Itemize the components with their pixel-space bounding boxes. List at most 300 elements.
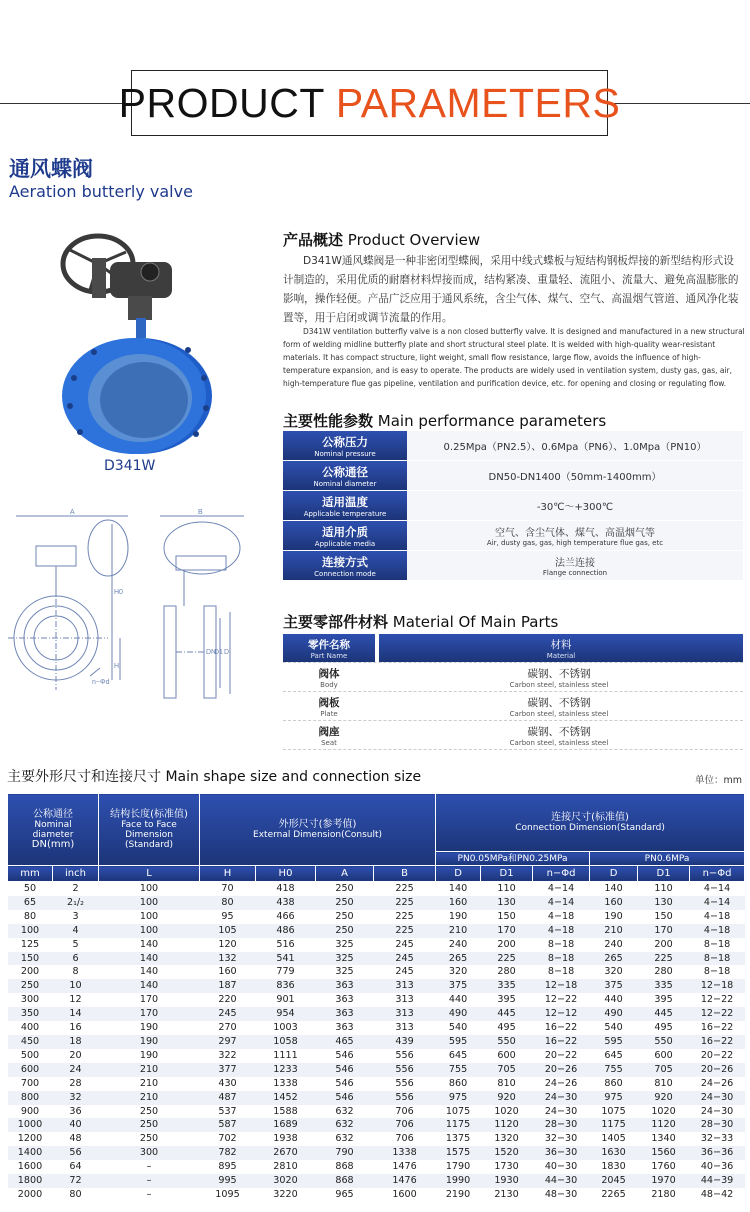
column-header: A	[316, 866, 374, 882]
table-cell: 150	[654, 910, 673, 922]
table-cell: 645	[448, 1049, 468, 1061]
performance-heading-en: Main performance parameters	[377, 412, 607, 430]
table-cell: 2670	[256, 1146, 316, 1160]
mat-head-key-cn: 零件名称	[308, 638, 350, 651]
table-cell: 140	[139, 938, 159, 950]
table-cell: 80	[200, 896, 256, 910]
table-cell: 32−33	[700, 1133, 734, 1145]
col-header-dn-en2: diameter	[32, 829, 74, 840]
table-cell: 550	[638, 1035, 690, 1049]
column-header: H0	[256, 866, 316, 882]
perf-value: DN50-DN1400（50mm-1400mm）	[488, 472, 662, 483]
column-header: L	[99, 866, 200, 882]
table-cell: 170	[139, 994, 159, 1006]
column-header: mm	[8, 866, 53, 882]
materials-row	[283, 692, 743, 721]
table-cell: 1320	[494, 1133, 519, 1145]
table-cell: 24−30	[533, 1091, 590, 1105]
table-cell: 140	[99, 979, 200, 993]
table-cell: 48	[69, 1133, 82, 1145]
table-cell: 8−18	[547, 938, 575, 950]
table-cell: 28−30	[690, 1118, 745, 1132]
column-header: n−Φd	[533, 866, 590, 882]
table-cell: 516	[276, 938, 295, 950]
table-cell: 395	[654, 994, 673, 1006]
column-header: H	[200, 866, 256, 882]
table-cell: 1970	[638, 1174, 690, 1188]
table-cell: 40−36	[700, 1161, 734, 1173]
column-header: D1	[638, 866, 690, 882]
mat-head-value-en: Material	[546, 651, 576, 660]
table-cell: 400	[20, 1022, 40, 1034]
table-cell: 24−26	[700, 1077, 734, 1089]
table-row	[8, 896, 745, 910]
overview-text-cn: D341W通风蝶阀是一种非密闭型蝶阀，采用中线式蝶板与短结构钢板焊接的新型结构形式设计制造的，采用优质的耐磨材料焊接而成，结构紧凑、重量轻、流阻小、流量大、避免高温膨胀的影响，操作轻便。产品广泛应用于通风系统，含尘气体、煤气、空气、高温烟气管道、通风净化装置等，用于启闭或调节流量的作用。	[283, 255, 739, 324]
table-cell: 313	[374, 979, 436, 993]
table-cell: 2045	[590, 1174, 638, 1188]
table-cell: 8−18	[533, 952, 590, 966]
table-cell: 541	[256, 952, 316, 966]
table-row	[8, 1077, 745, 1091]
gearbox-icon	[110, 262, 172, 338]
table-cell: 36−36	[690, 1146, 745, 1160]
table-cell: 170	[638, 924, 690, 938]
col-header-l-cn: 结构长度(标准值)	[110, 808, 188, 820]
header-word-parameters: PARAMETERS	[335, 79, 621, 126]
table-cell: 160	[218, 966, 237, 978]
table-cell: 363	[335, 994, 354, 1006]
side-view-icon	[160, 509, 244, 698]
table-cell: 16−22	[533, 1035, 590, 1049]
table-cell: 1075	[601, 1105, 626, 1117]
table-cell: 170	[99, 1007, 200, 1021]
table-cell: 920	[481, 1091, 533, 1105]
table-cell: 240	[448, 938, 468, 950]
table-cell: 1175	[436, 1118, 481, 1132]
column-header: B	[374, 866, 436, 882]
table-cell: 487	[200, 1091, 256, 1105]
table-cell: 1520	[481, 1146, 533, 1160]
performance-table	[283, 431, 743, 581]
table-cell: 250	[335, 910, 354, 922]
table-cell: 28−30	[533, 1118, 590, 1132]
table-cell: 1058	[256, 1035, 316, 1049]
table-cell: 705	[638, 1063, 690, 1077]
dimensions-body	[8, 882, 745, 1202]
table-row	[8, 1146, 745, 1160]
table-cell: 32	[53, 1091, 99, 1105]
col-header-l-en3: (Standard)	[125, 839, 173, 850]
table-cell: 36	[69, 1105, 82, 1117]
table-row	[8, 924, 745, 938]
dim-label-h: H	[114, 663, 120, 670]
table-cell: 210	[590, 924, 638, 938]
table-cell: 2190	[445, 1188, 471, 1200]
mat-material-en: Carbon steel, stainless steel	[509, 738, 609, 747]
table-cell: 325	[335, 966, 354, 978]
table-cell: 1375	[445, 1133, 471, 1145]
table-cell: 210	[99, 1063, 200, 1077]
table-cell: 12−12	[533, 1007, 590, 1021]
col-header-dn-cn: 公称通径	[33, 808, 73, 820]
table-cell: 16−22	[690, 1035, 745, 1049]
table-cell: 439	[374, 1035, 436, 1049]
table-cell: 540	[604, 1022, 623, 1034]
table-cell: 20−26	[690, 1063, 745, 1077]
table-cell: 190	[139, 1049, 159, 1061]
table-cell: 150	[8, 952, 53, 966]
table-cell: 110	[654, 883, 673, 894]
table-cell: 418	[276, 883, 295, 894]
overview-heading-en: Product Overview	[347, 231, 481, 249]
table-cell: 490	[590, 1007, 638, 1021]
perf-key-en: Nominal pressure	[314, 449, 376, 458]
table-cell: 495	[497, 1022, 516, 1034]
table-cell: 8−18	[547, 966, 575, 978]
table-cell: 24−26	[544, 1077, 578, 1089]
table-cell: 132	[200, 952, 256, 966]
table-cell: 466	[276, 910, 295, 922]
product-title-en: Aeration butterly valve	[9, 182, 193, 201]
table-cell: 24	[53, 1063, 99, 1077]
table-cell: 70	[221, 883, 234, 894]
table-row	[8, 993, 745, 1007]
table-cell: 16−22	[700, 1022, 734, 1034]
header-rule-right	[608, 103, 750, 104]
table-cell: 1630	[590, 1146, 638, 1160]
table-cell: 860	[448, 1077, 468, 1089]
table-cell: 20−22	[544, 1049, 578, 1061]
table-cell: 1689	[256, 1118, 316, 1132]
table-cell: 120	[218, 938, 237, 950]
perf-value-en: Air, dusty gas, gas, high temperature flue gas, etc	[486, 539, 664, 547]
mat-part-cn: 阀座	[318, 725, 340, 738]
table-cell: 100	[99, 896, 200, 910]
table-cell: 901	[276, 994, 295, 1006]
table-cell: 100	[139, 883, 159, 894]
valve-body-icon	[62, 338, 212, 454]
table-cell: 80	[69, 1188, 82, 1200]
table-cell: 18	[53, 1035, 99, 1049]
table-cell: 250	[316, 896, 374, 910]
table-cell: 632	[335, 1133, 354, 1145]
table-cell: 1760	[651, 1161, 676, 1173]
table-cell: 110	[497, 883, 516, 894]
table-cell: 12	[69, 994, 82, 1006]
table-row	[8, 1021, 745, 1035]
dim-label-a: A	[70, 509, 75, 516]
col-header-connection-cn: 连接尺寸(标准值)	[551, 811, 629, 823]
table-cell: 300	[99, 1146, 200, 1160]
table-cell: 440	[448, 994, 468, 1006]
table-cell: 335	[638, 979, 690, 993]
table-cell: 375	[436, 979, 481, 993]
table-cell: 3220	[273, 1188, 298, 1200]
table-row	[8, 979, 745, 993]
materials-header-row	[283, 634, 743, 663]
table-cell: 12−18	[690, 979, 745, 993]
table-row	[8, 1188, 745, 1202]
table-cell: 600	[654, 1049, 673, 1061]
table-cell: 3020	[256, 1174, 316, 1188]
table-cell: 187	[200, 979, 256, 993]
table-cell: 1476	[374, 1174, 436, 1188]
table-cell: 14	[53, 1007, 99, 1021]
dimensions-heading-cn: 主要外形尺寸和连接尺寸	[7, 769, 161, 785]
table-cell: 225	[374, 896, 436, 910]
table-cell: 4−14	[690, 896, 745, 910]
table-cell: 240	[604, 938, 623, 950]
col-header-pn1: PN0.05MPa和PN0.25MPa	[436, 852, 590, 866]
table-cell: 20−26	[533, 1063, 590, 1077]
table-cell: 440	[604, 994, 623, 1006]
table-cell: 706	[374, 1118, 436, 1132]
table-cell: 486	[256, 924, 316, 938]
table-cell: 320	[604, 966, 623, 978]
dim-label-dn: DN	[206, 649, 217, 656]
perf-key-en: Applicable temperature	[303, 509, 387, 518]
col-header-external	[200, 794, 436, 866]
table-cell: 1175	[590, 1118, 638, 1132]
table-cell: 280	[654, 966, 673, 978]
table-cell: 4−14	[533, 896, 590, 910]
table-cell: 130	[481, 896, 533, 910]
table-cell: 12−22	[700, 994, 734, 1006]
table-cell: 8−18	[703, 938, 731, 950]
perf-key-en: Applicable media	[314, 539, 376, 548]
col-header-connection	[436, 794, 745, 852]
mat-part-en: Plate	[320, 709, 338, 718]
table-cell: 377	[200, 1063, 256, 1077]
column-header: n−Φd	[690, 866, 745, 882]
table-cell: 1000	[8, 1118, 53, 1132]
table-cell: 1560	[638, 1146, 690, 1160]
table-cell: 100	[8, 924, 53, 938]
table-cell: 190	[604, 910, 623, 922]
table-cell: 105	[200, 924, 256, 938]
table-cell: 210	[99, 1091, 200, 1105]
table-cell: 465	[316, 1035, 374, 1049]
mat-material-en: Carbon steel, stainless steel	[509, 680, 609, 689]
table-cell: 1476	[392, 1161, 417, 1173]
table-cell: 200	[654, 938, 673, 950]
table-cell: 490	[436, 1007, 481, 1021]
table-cell: 80	[23, 910, 37, 922]
table-cell: 245	[395, 966, 414, 978]
table-cell: 546	[335, 1077, 354, 1089]
table-cell: 600	[497, 1049, 516, 1061]
table-cell: 250	[335, 883, 354, 894]
table-cell: 1200	[17, 1133, 43, 1145]
table-cell: 8−18	[703, 966, 731, 978]
table-cell: 225	[374, 924, 436, 938]
table-cell: 225	[638, 952, 690, 966]
header-word-product: PRODUCT	[118, 79, 325, 126]
table-cell: 280	[497, 966, 516, 978]
table-cell: 546	[316, 1063, 374, 1077]
table-cell: 140	[604, 883, 623, 894]
materials-table	[283, 634, 743, 750]
table-cell: 1340	[651, 1133, 676, 1145]
column-header-row	[8, 866, 745, 882]
table-cell: 36−30	[533, 1146, 590, 1160]
table-cell: 2130	[494, 1188, 519, 1200]
mat-part-en: Seat	[321, 738, 337, 747]
table-cell: 1338	[273, 1077, 298, 1089]
table-cell: 755	[590, 1063, 638, 1077]
mat-material-cn: 碳钢、不锈钢	[527, 725, 591, 738]
table-cell: 954	[256, 1007, 316, 1021]
column-header: D	[436, 866, 481, 882]
table-cell: 100	[139, 910, 159, 922]
table-cell: 125	[20, 938, 40, 950]
column-header: D	[590, 866, 638, 882]
table-cell: 245	[374, 952, 436, 966]
table-cell: 800	[8, 1091, 53, 1105]
table-cell: 250	[99, 1118, 200, 1132]
col-header-connection-en: Connection Dimension(Standard)	[515, 822, 665, 833]
table-cell: 1003	[273, 1022, 298, 1034]
materials-heading-en: Material Of Main Parts	[392, 613, 559, 631]
table-cell: 1800	[8, 1174, 53, 1188]
table-cell: 868	[335, 1161, 354, 1173]
table-cell: 313	[395, 994, 414, 1006]
table-cell: 645	[604, 1049, 623, 1061]
col-header-l-en1: Face to Face	[121, 819, 177, 830]
dim-label-h0: H0	[114, 589, 123, 596]
mat-material-cn: 碳钢、不锈钢	[527, 696, 591, 709]
table-cell: 40	[53, 1118, 99, 1132]
table-cell: 3	[72, 910, 79, 922]
table-cell: 965	[335, 1188, 354, 1200]
dimension-drawing	[8, 508, 268, 708]
table-cell: 24−30	[544, 1105, 578, 1117]
table-cell: 4−18	[690, 924, 745, 938]
product-model: D341W	[104, 458, 156, 474]
table-cell: 48−42	[700, 1188, 734, 1200]
table-cell: 72	[53, 1174, 99, 1188]
table-cell: 900	[20, 1105, 40, 1117]
table-cell: 430	[218, 1077, 237, 1089]
table-cell: 40−30	[544, 1161, 578, 1173]
table-cell: 325	[316, 952, 374, 966]
perf-key-cn: 适用介质	[322, 524, 368, 539]
table-cell: 4−18	[703, 910, 731, 922]
table-cell: 595	[436, 1035, 481, 1049]
table-cell: 16−22	[544, 1022, 578, 1034]
table-cell: 920	[638, 1091, 690, 1105]
table-cell: –	[99, 1174, 200, 1188]
mat-head-value-cn: 材料	[550, 638, 572, 651]
table-cell: 1020	[651, 1105, 676, 1117]
table-cell: 995	[200, 1174, 256, 1188]
table-cell: 6	[53, 952, 99, 966]
dim-label-nd: n−Φd	[92, 679, 110, 686]
performance-row	[283, 431, 743, 461]
table-cell: 540	[448, 1022, 468, 1034]
table-cell: 190	[99, 1035, 200, 1049]
perf-key-cn: 适用温度	[322, 494, 368, 509]
table-cell: 1588	[273, 1105, 298, 1117]
table-cell: 546	[335, 1049, 354, 1061]
table-cell: 495	[654, 1022, 673, 1034]
table-cell: 265	[590, 952, 638, 966]
table-cell: 1790	[445, 1161, 471, 1173]
table-cell: 1405	[601, 1133, 626, 1145]
table-cell: 2810	[273, 1161, 298, 1173]
section-header	[0, 70, 750, 136]
performance-row	[283, 521, 743, 551]
table-cell: 220	[218, 994, 237, 1006]
table-cell: 2000	[17, 1188, 43, 1200]
table-cell: 1930	[481, 1174, 533, 1188]
table-cell: 170	[481, 924, 533, 938]
front-view-icon	[8, 509, 128, 690]
perf-value-en: Flange connection	[542, 569, 608, 577]
table-cell: 702	[218, 1133, 237, 1145]
mat-material-cn: 碳钢、不锈钢	[527, 667, 591, 680]
perf-key-cn: 公称通径	[322, 464, 368, 479]
dimensions-table	[7, 793, 745, 1202]
perf-key-en: Connection mode	[314, 569, 376, 578]
dim-label-d: D	[224, 649, 230, 656]
table-cell: 632	[335, 1105, 354, 1117]
table-cell: 1338	[374, 1146, 436, 1160]
perf-key-cn: 连接方式	[322, 554, 368, 569]
table-cell: 210	[436, 924, 481, 938]
materials-row	[283, 721, 743, 750]
unit-label: 单位：mm	[694, 775, 742, 786]
table-cell: 1600	[392, 1188, 417, 1200]
table-cell: 5	[72, 938, 79, 950]
table-cell: 587	[200, 1118, 256, 1132]
table-cell: 160	[590, 896, 638, 910]
perf-key-cn: 公称压力	[322, 434, 368, 449]
table-cell: 4−14	[703, 883, 731, 894]
overview-heading-cn: 产品概述	[283, 231, 344, 249]
overview-text-en: D341W ventilation butterfly valve is a non closed butterfly valve. It is designed and manufactured in a new structural form of welding midline butterfly plate and short structural steel plate. It is welded with high-quality wear-resistant materials. It has compact structure, light weight, small flow resistance, large flow, avoids the influence of high-temperature expansion, and is easy to operate. The products are widely used in ventilation system, dusty gas, gas, air, high-temperature flue gas pipeline, ventilation and purification device, etc. for opening and closing or regulating flow.	[283, 327, 745, 389]
table-cell: 210	[139, 1077, 159, 1089]
table-cell: 4−14	[547, 883, 575, 894]
table-cell: 48−30	[544, 1188, 578, 1200]
table-cell: 1600	[17, 1161, 43, 1173]
table-cell: 1075	[445, 1105, 471, 1117]
table-cell: 1120	[481, 1118, 533, 1132]
table-cell: 270	[218, 1022, 237, 1034]
table-cell: 200	[20, 966, 40, 978]
perf-value: 法兰连接	[555, 558, 595, 569]
table-cell: 550	[481, 1035, 533, 1049]
table-cell: 450	[8, 1035, 53, 1049]
table-cell: 265	[436, 952, 481, 966]
mat-part-cn: 阀板	[318, 696, 340, 709]
table-row	[8, 910, 745, 924]
table-cell: 363	[335, 1022, 354, 1034]
table-cell: 350	[8, 1007, 53, 1021]
table-cell: 395	[497, 994, 516, 1006]
table-cell: 322	[218, 1049, 237, 1061]
table-cell: 12−22	[690, 1007, 745, 1021]
table-cell: –	[146, 1161, 152, 1173]
table-cell: 1233	[256, 1063, 316, 1077]
mat-head-key-en: Part Name	[310, 651, 348, 660]
table-cell: 95	[221, 910, 234, 922]
table-cell: 705	[481, 1063, 533, 1077]
table-cell: 44−39	[690, 1174, 745, 1188]
column-header: inch	[53, 866, 99, 882]
materials-heading-cn: 主要零部件材料	[283, 613, 389, 631]
table-cell: 2	[72, 883, 79, 894]
